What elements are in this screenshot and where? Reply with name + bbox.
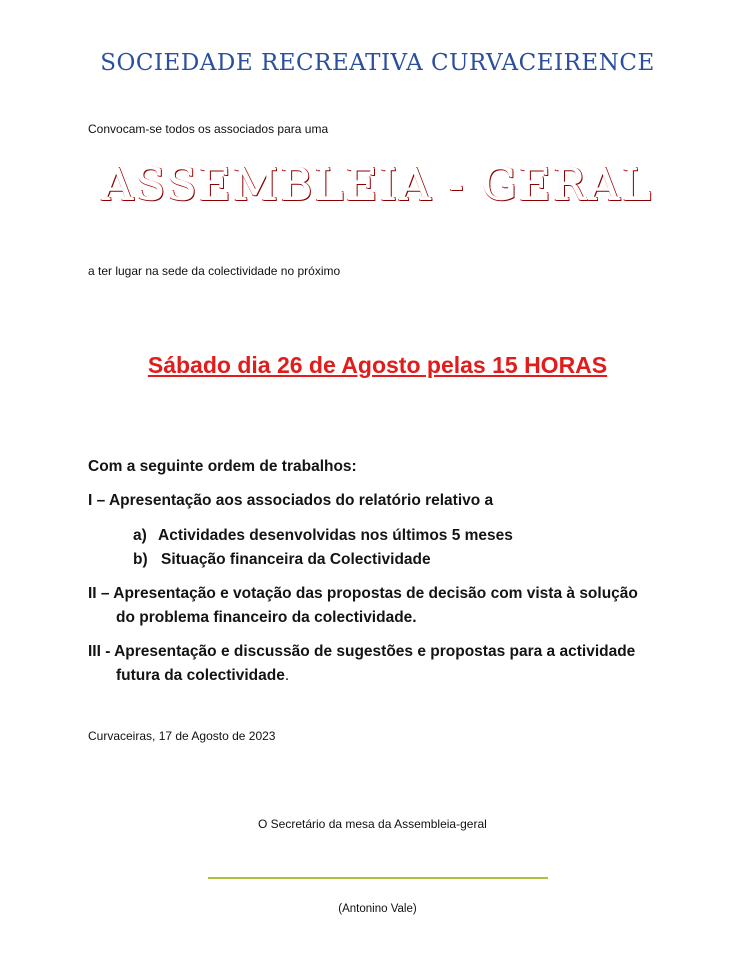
- intro-text: Convocam-se todos os associados para uma: [88, 122, 329, 136]
- agenda-item-1b: Situação financeira da Colectividade: [161, 551, 431, 568]
- agenda-item-3-period: .: [284, 667, 290, 684]
- secretary-name: (Antonino Vale): [338, 903, 417, 915]
- agenda-item-3-line-1: III - Apresentação e discussão de sugestões e propostas para a actividade: [88, 643, 636, 660]
- secretary-role: O Secretário da mesa da Assembleia-geral: [258, 817, 487, 831]
- meeting-date: Sábado dia 26 de Agosto pelas 15 HORAS: [147, 352, 608, 378]
- event-heading-text: ASSEMBLEIA - GERAL: [101, 160, 654, 211]
- agenda-item-1a: Actividades desenvolvidas nos últimos 5 meses: [158, 527, 513, 544]
- place-and-date: Curvaceiras, 17 de Agosto de 2023: [88, 729, 276, 743]
- agenda-item-2-line-1: II – Apresentação e votação das propostas de decisão com vista à solução: [88, 585, 638, 602]
- agenda-intro: Com a seguinte ordem de trabalhos:: [88, 458, 357, 475]
- signature-line: [208, 877, 548, 879]
- agenda-item-1b-marker: b): [133, 551, 148, 568]
- organization-title: SOCIEDADE RECREATIVA CURVACEIRENCE: [100, 50, 655, 76]
- location-text: a ter lugar na sede da colectividade no próximo: [88, 264, 341, 278]
- agenda-item-1a-marker: a): [133, 527, 147, 544]
- agenda-item-3-text: futura da colectividade: [116, 667, 285, 684]
- agenda-item-2-line-2: do problema financeiro da colectividade.: [116, 609, 417, 626]
- event-heading: [0, 160, 755, 211]
- agenda-item-1: I – Apresentação aos associados do relatório relativo a: [88, 492, 494, 509]
- agenda-item-3-line-2: [116, 667, 289, 685]
